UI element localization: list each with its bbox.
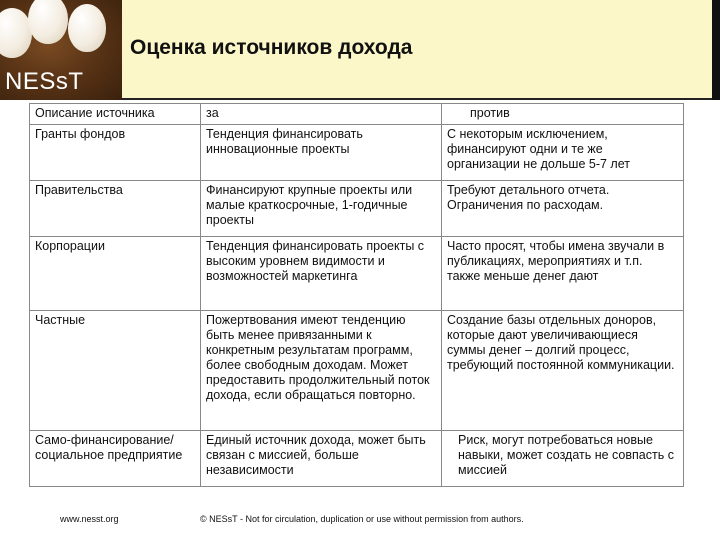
table-row — [30, 237, 684, 311]
table-cell: Требуют детального отчета. Ограничения по расходам. — [442, 181, 684, 237]
table-cell: Тенденция финансировать инновационные проекты — [201, 125, 442, 181]
table-cell: Создание базы отдельных доноров, которые дают увеличивающиеся суммы денег – долгий процесс, требующий постоянной коммуникации. — [442, 311, 684, 431]
column-header: Описание источника — [30, 104, 201, 125]
sources-table — [29, 103, 684, 487]
table-row — [30, 431, 684, 487]
table-row — [30, 125, 684, 181]
header-right-bar — [712, 0, 720, 100]
column-header: против — [442, 104, 684, 125]
column-header: за — [201, 104, 442, 125]
table-header-row — [30, 104, 684, 125]
table-cell: Гранты фондов — [30, 125, 201, 181]
table-cell: Финансируют крупные проекты или малые краткосрочные, 1-годичные проекты — [201, 181, 442, 237]
table-row — [30, 181, 684, 237]
table-cell: Частные — [30, 311, 201, 431]
table-cell: Правительства — [30, 181, 201, 237]
table-cell: С некоторым исключением, финансируют одни и те же организации не дольше 5-7 лет — [442, 125, 684, 181]
nesst-logo: NESsT — [5, 68, 84, 95]
page-title: Оценка источников дохода — [130, 36, 413, 59]
footer-copyright: © NESsT - Not for circulation, duplication or use without permission from authors. — [200, 514, 524, 524]
table-cell: Единый источник дохода, может быть связан с миссией, больше независимости — [201, 431, 442, 487]
table-cell: Тенденция финансировать проекты с высоким уровнем видимости и возможностей маркетинга — [201, 237, 442, 311]
table-cell: Само-финансирование/социальное предприятие — [30, 431, 201, 487]
table-row — [30, 311, 684, 431]
table-cell: Пожертвования имеют тенденцию быть менее привязанными к конкретным результатам программ, более свободным доходам. Может предоставить продолжительный поток дохода, если обращаться повторно. — [201, 311, 442, 431]
header-divider — [122, 98, 712, 100]
table-cell: Корпорации — [30, 237, 201, 311]
table-cell: Часто просят, чтобы имена звучали в публикациях, мероприятиях и т.п. также меньше денег дают — [442, 237, 684, 311]
table-cell: Риск, могут потребоваться новые навыки, может создать не совпасть с миссией — [442, 431, 684, 487]
footer-url: www.nesst.org — [60, 514, 119, 524]
